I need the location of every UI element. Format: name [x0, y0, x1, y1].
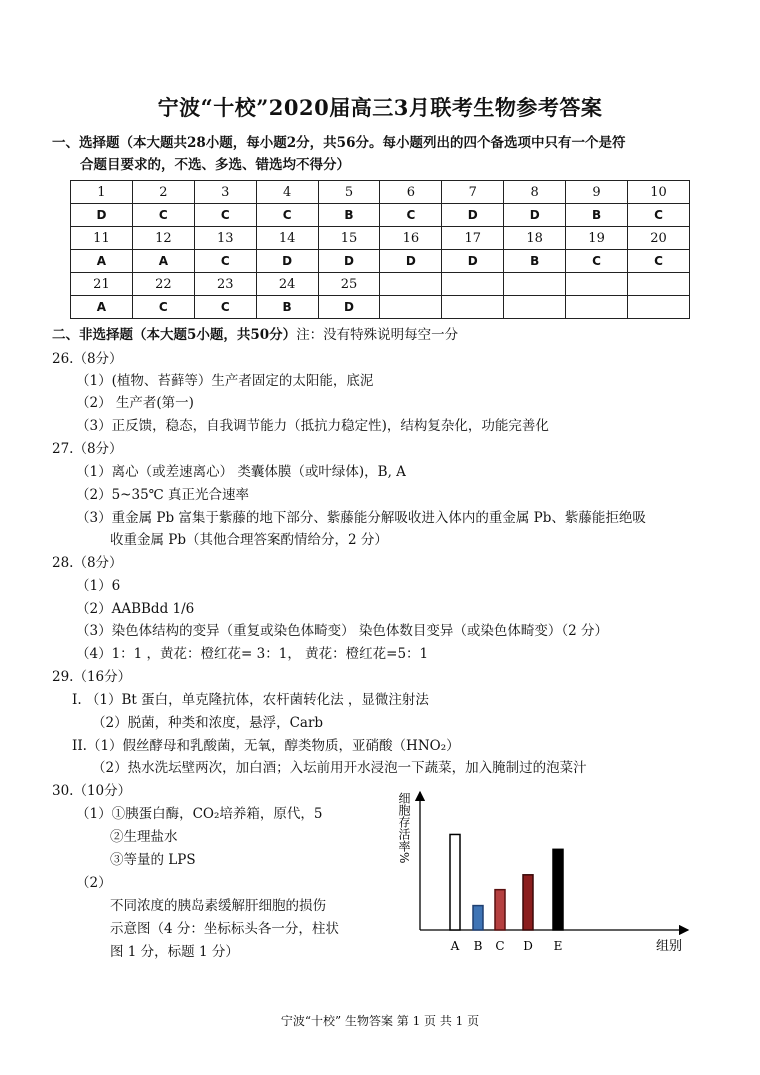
q-num: 12 — [132, 227, 194, 250]
x-tick-label-B: B — [473, 939, 483, 953]
section1-heading: 一、选择题（本大题共28小题，每小题2分，共56分。每小题列出的四个备选项中只有一个是符 — [52, 135, 626, 151]
q30-line-7: 图 1 分，标题 1 分） — [110, 944, 239, 960]
cell-survival-bar-chart — [390, 780, 710, 960]
q-num: 19 — [566, 227, 628, 250]
bar-A — [450, 834, 460, 930]
q30-heading: 30.（10分） — [52, 783, 132, 799]
bar-D — [523, 875, 533, 930]
q-num — [628, 273, 690, 296]
q-num: 20 — [628, 227, 690, 250]
q26-line-3: （3）正反馈，稳态，自我调节能力（抵抗力稳定性)，结构复杂化，功能完善化 — [76, 418, 549, 434]
x-axis-label: 组别 — [656, 939, 683, 954]
q30-line-6: 示意图（4 分：坐标标头各一分，柱状 — [110, 921, 339, 937]
x-tick-label-A: A — [450, 939, 460, 953]
q-num: 3 — [194, 181, 256, 204]
answer-key — [380, 296, 442, 319]
q30-line-2: ②生理盐水 — [110, 829, 178, 845]
q29-line-4: （2）热水洗坛壁两次，加白酒；入坛前用开水浸泡一下蔬菜，加入腌制过的泡菜汁 — [92, 760, 587, 776]
answer-key: C — [194, 250, 256, 273]
answer-key-row — [71, 296, 690, 319]
q29-line-1: I. （1）Bt 蛋白，单克隆抗体，农杆菌转化法 ，显微注射法 — [72, 692, 429, 708]
q26-heading: 26.（8分） — [52, 351, 123, 367]
q-num: 4 — [256, 181, 318, 204]
bar-C — [495, 890, 505, 930]
x-tick-label-C: C — [495, 939, 505, 953]
q26-line-1: （1）(植物、苔藓等）生产者固定的太阳能，底泥 — [76, 373, 374, 389]
q27-line-3: （3）重金属 Pb 富集于紫藤的地下部分、紫藤能分解吸收进入体内的重金属 Pb、紫藤能拒绝吸 — [76, 510, 646, 526]
answer-key: B — [256, 296, 318, 319]
q30-line-4: （2） — [76, 875, 112, 891]
page-footer: 宁波“十校” 生物答案 第 1 页 共 1 页 — [280, 1014, 480, 1028]
answer-key: C — [194, 204, 256, 227]
q-num: 21 — [71, 273, 133, 296]
answer-key — [504, 296, 566, 319]
q-num: 11 — [71, 227, 133, 250]
answer-key: D — [442, 250, 504, 273]
q-num: 15 — [318, 227, 380, 250]
q-num: 8 — [504, 181, 566, 204]
q-num: 7 — [442, 181, 504, 204]
q30-line-3: ③等量的 LPS — [110, 852, 196, 868]
answer-num-row — [71, 181, 690, 204]
answer-key-row — [71, 250, 690, 273]
q28-line-2: （2）AABBdd 1/6 — [76, 601, 195, 617]
answer-key: D — [71, 204, 133, 227]
answer-key: C — [566, 250, 628, 273]
q28-line-1: （1）6 — [76, 578, 121, 594]
q28-line-3: （3）染色体结构的变异（重复或染色体畸变） 染色体数目变异（或染色体畸变）（2 分） — [76, 623, 609, 639]
answer-key: D — [504, 204, 566, 227]
answer-key: C — [132, 204, 194, 227]
answer-key: B — [504, 250, 566, 273]
answer-key: C — [628, 250, 690, 273]
q-num: 18 — [504, 227, 566, 250]
q-num: 5 — [318, 181, 380, 204]
q-num — [380, 273, 442, 296]
x-tick-label-E: E — [553, 939, 563, 953]
answer-key-row — [71, 204, 690, 227]
q-num: 22 — [132, 273, 194, 296]
q27-line-1: （1）离心（或差速离心） 类囊体膜（或叶绿体)，B, A — [76, 464, 406, 480]
answer-key: C — [194, 296, 256, 319]
answer-key: D — [442, 204, 504, 227]
q29-heading: 29.（16分） — [52, 669, 132, 685]
answer-key: D — [256, 250, 318, 273]
page-title: 宁波“十校”2020届高三3月联考生物参考答案 — [157, 95, 603, 120]
q30-line-5: 不同浓度的胰岛素缓解肝细胞的损伤 — [110, 898, 326, 914]
section1-heading-cont: 合题目要求的，不选、多选、错选均不得分） — [80, 157, 350, 173]
q-num: 23 — [194, 273, 256, 296]
bar-B — [473, 906, 483, 930]
q28-heading: 28.（8分） — [52, 555, 123, 571]
q27-line-4: 收重金属 Pb（其他合理答案酌情给分，2 分） — [110, 532, 388, 548]
q-num: 24 — [256, 273, 318, 296]
q27-line-2: （2）5~35℃ 真正光合速率 — [76, 487, 250, 503]
answer-key: D — [380, 250, 442, 273]
answer-key: D — [318, 296, 380, 319]
answer-key: B — [566, 204, 628, 227]
answer-key — [442, 296, 504, 319]
answer-num-row — [71, 227, 690, 250]
section2-note: 注：没有特殊说明每空一分 — [296, 327, 459, 343]
answer-key — [628, 296, 690, 319]
q-num: 13 — [194, 227, 256, 250]
answer-key: A — [132, 250, 194, 273]
q-num — [504, 273, 566, 296]
q28-line-4: （4）1：1 ，黄花：橙红花= 3：1， 黄花：橙红花=5：1 — [76, 646, 429, 662]
q-num: 2 — [132, 181, 194, 204]
answer-key: A — [71, 296, 133, 319]
q-num: 25 — [318, 273, 380, 296]
q-num — [442, 273, 504, 296]
answer-key: B — [318, 204, 380, 227]
y-axis-label: 细胞存活率% — [397, 792, 411, 864]
q29-line-2: （2）脱菌，种类和浓度，悬浮，Carb — [92, 715, 324, 731]
q29-line-3: II.（1）假丝酵母和乳酸菌，无氧，醇类物质，亚硝酸（HNO₂） — [72, 738, 460, 754]
answer-num-row — [71, 273, 690, 296]
answer-key: C — [628, 204, 690, 227]
answer-table — [70, 180, 690, 319]
q-num: 16 — [380, 227, 442, 250]
answer-key: D — [318, 250, 380, 273]
section2-heading — [52, 323, 458, 343]
q-num: 17 — [442, 227, 504, 250]
q-num — [566, 273, 628, 296]
q-num: 6 — [380, 181, 442, 204]
q-num: 9 — [566, 181, 628, 204]
answer-key — [566, 296, 628, 319]
q-num: 10 — [628, 181, 690, 204]
answer-key: C — [256, 204, 318, 227]
q-num: 1 — [71, 181, 133, 204]
answer-key: C — [380, 204, 442, 227]
bar-E — [553, 849, 563, 930]
q30-line-1: （1）①胰蛋白酶，CO₂培养箱，原代，5 — [76, 806, 323, 822]
q26-line-2: （2） 生产者(第一) — [76, 395, 194, 411]
q-num: 14 — [256, 227, 318, 250]
q27-heading: 27.（8分） — [52, 441, 123, 457]
answer-key: C — [132, 296, 194, 319]
answer-key: A — [71, 250, 133, 273]
section2-title: 二、非选择题（本大题5小题，共50分） — [52, 327, 297, 343]
x-tick-label-D: D — [523, 939, 533, 953]
